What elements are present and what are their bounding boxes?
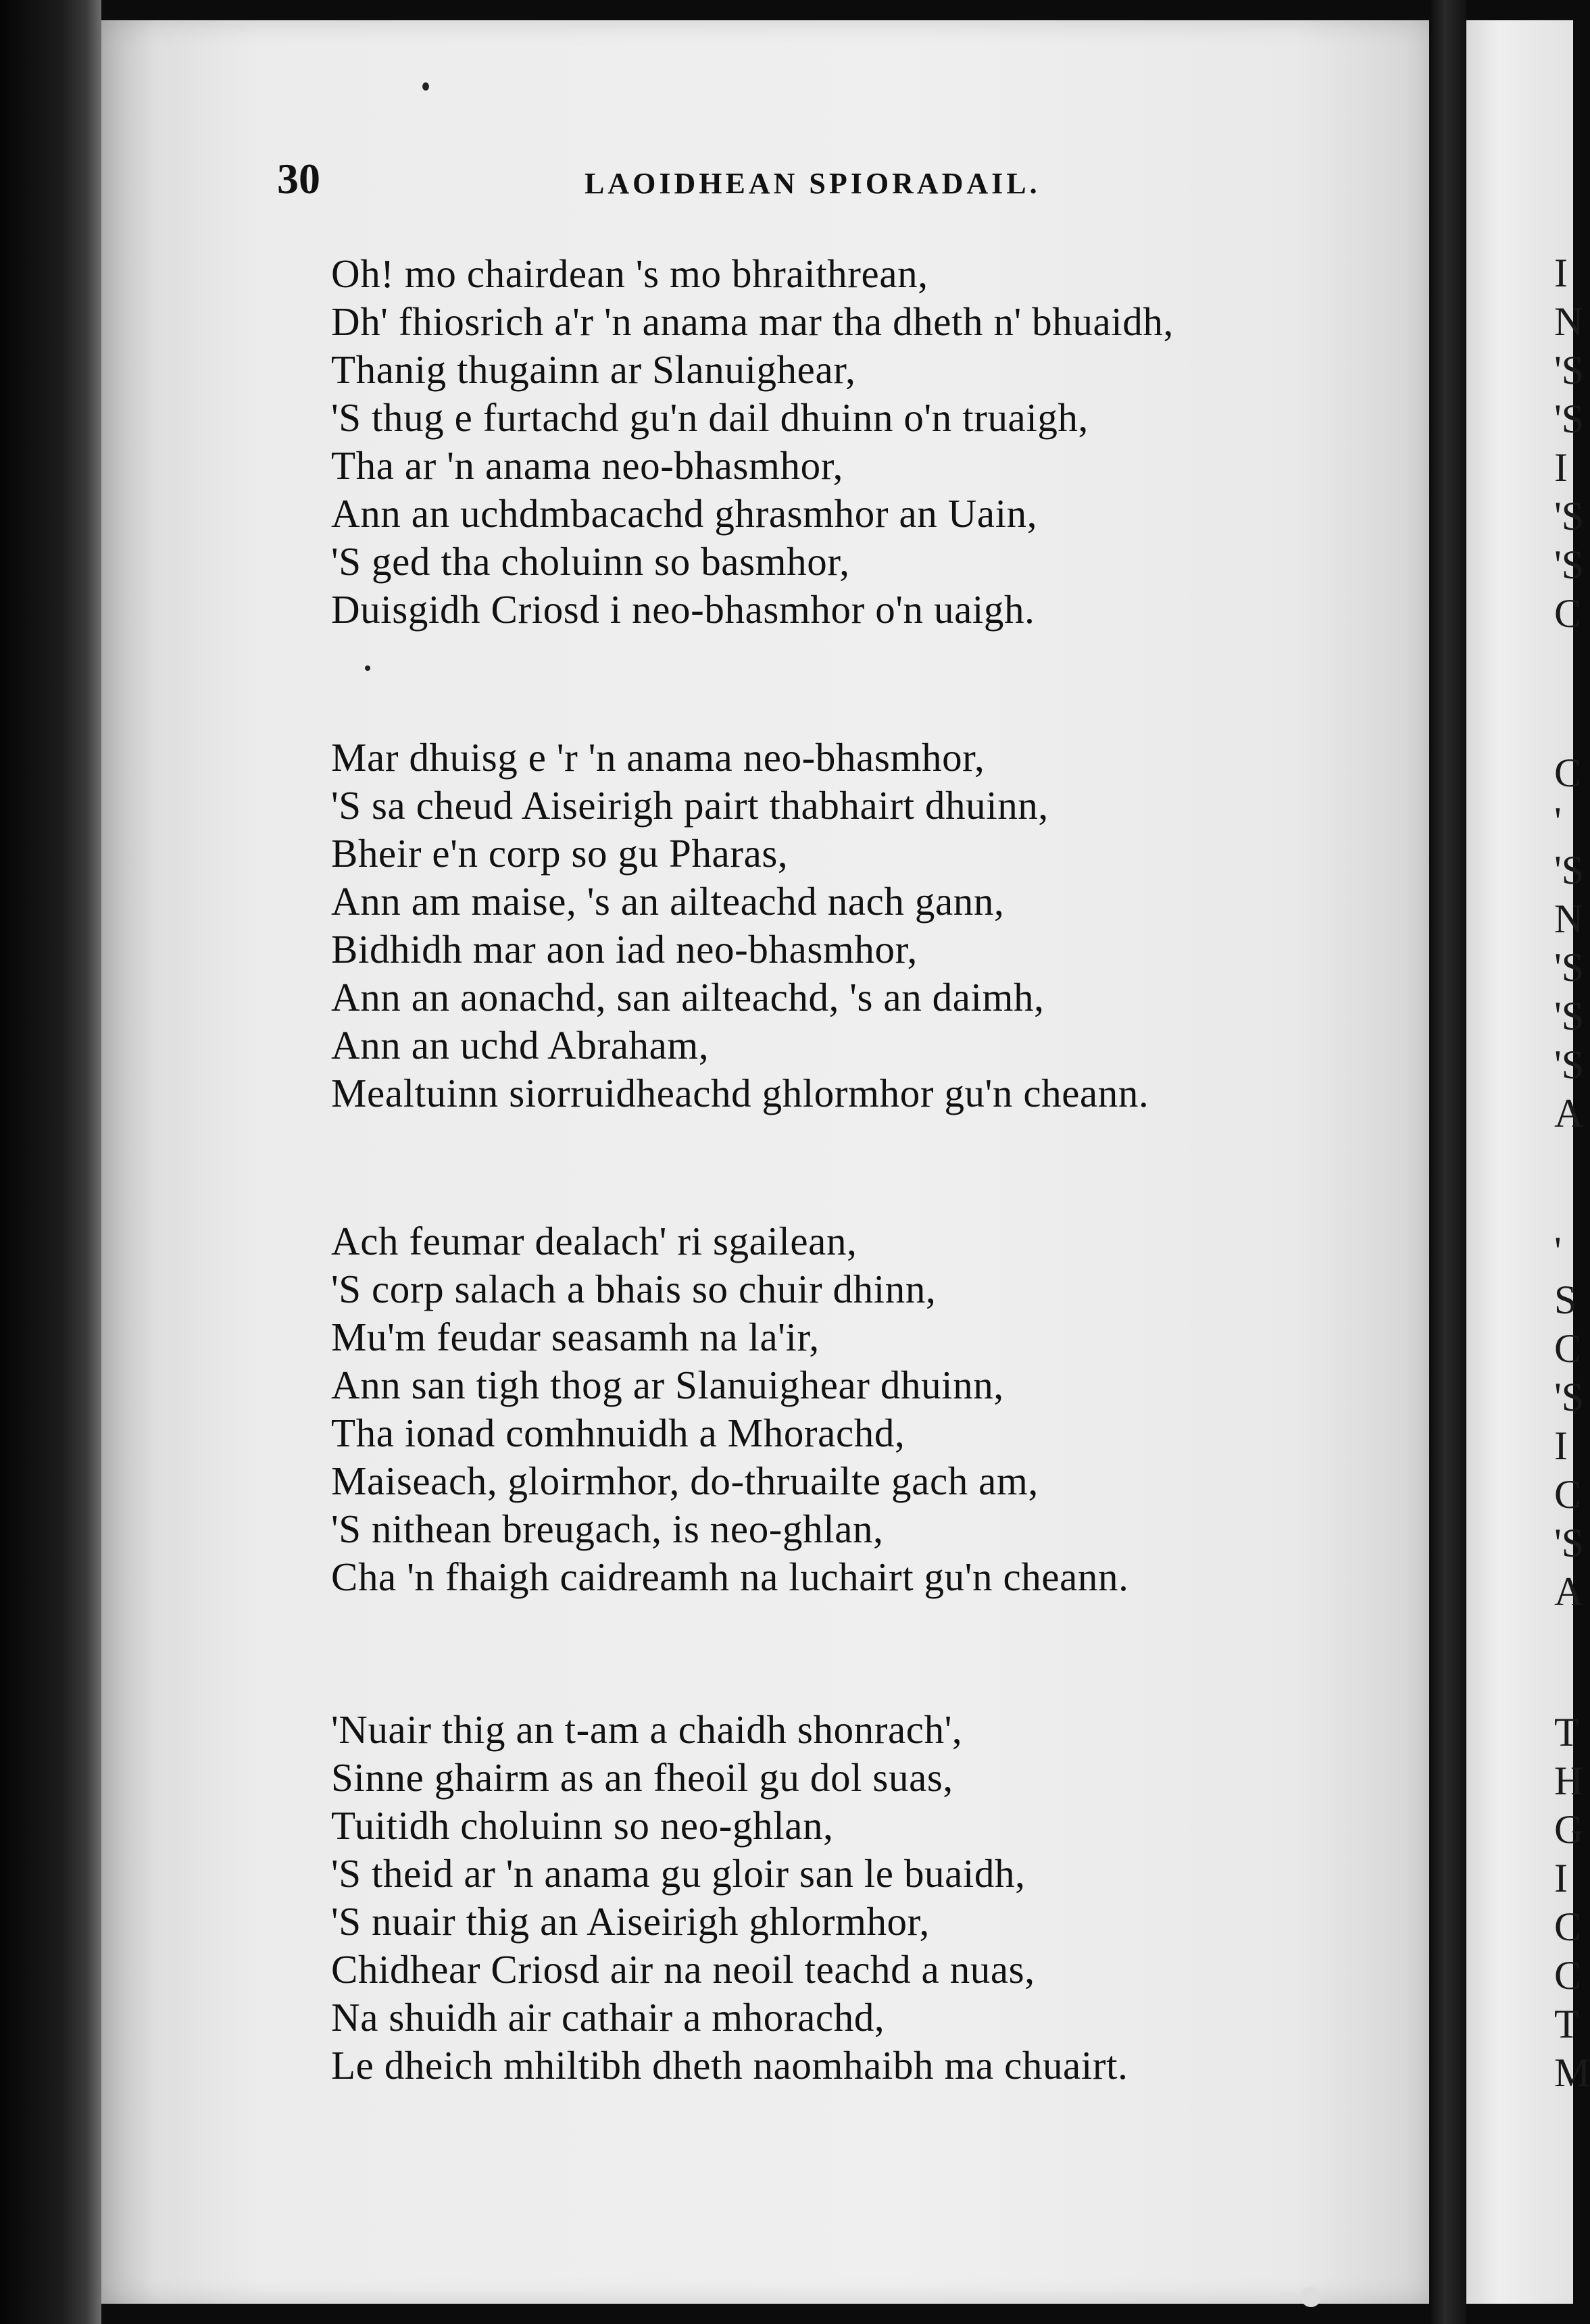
next-page-fragment: A — [1554, 1569, 1584, 1614]
next-page-fragment: C — [1554, 1904, 1582, 1949]
next-page-fragment: T — [1554, 1710, 1579, 1754]
verse-line: 'S nuair thig an Aiseirigh ghlormhor, — [331, 1899, 930, 1944]
page-number: 30 — [277, 155, 320, 203]
running-title: LAOIDHEAN SPIORADAIL. — [585, 167, 1041, 200]
verse-line: Ann an uchdmbacachd ghrasmhor an Uain, — [331, 491, 1038, 536]
verse-line: Duisgidh Criosd i neo-bhasmhor o'n uaigh. — [331, 587, 1035, 632]
next-page-fragment: T — [1554, 2002, 1579, 2046]
next-page-fragment: 'S — [1554, 494, 1585, 538]
next-page-fragment: 'S — [1554, 994, 1585, 1038]
verse-line: Mar dhuisg e 'r 'n anama neo-bhasmhor, — [331, 735, 985, 780]
verse-line: Mealtuinn siorruidheachd ghlormhor gu'n cheann. — [331, 1071, 1149, 1115]
next-page-fragment: H — [1554, 1759, 1584, 1803]
next-page-fragment: 'S — [1554, 1521, 1585, 1565]
verse-line: Le dheich mhiltibh dheth naomhaibh ma chuairt. — [331, 2043, 1128, 2088]
next-page-fragment: C — [1554, 1953, 1582, 1998]
next-page-fragment: N — [1554, 299, 1584, 344]
print-speck — [422, 82, 429, 91]
verse-line: 'S nithean breugach, is neo-ghlan, — [331, 1507, 884, 1551]
stanza — [331, 250, 1426, 634]
next-page-fragment: 'S — [1554, 1375, 1585, 1419]
next-page-edge — [1466, 20, 1590, 2304]
stanza — [331, 1217, 1426, 1601]
verse-line: Na shuidh air cathair a mhorachd, — [331, 1995, 885, 2040]
next-page-fragment: 'S — [1554, 1042, 1585, 1087]
next-page-fragment: I — [1554, 1856, 1568, 1900]
next-page-fragment: 'S — [1554, 542, 1585, 587]
next-page-fragment: M — [1554, 2050, 1590, 2095]
print-speck — [1301, 2287, 1321, 2307]
next-page-fragment: C — [1554, 1326, 1582, 1371]
verse-line: Thanig thugainn ar Slanuighear, — [331, 347, 856, 392]
next-page-fragment: S — [1554, 1278, 1577, 1322]
poem-body — [331, 250, 1426, 2190]
stanza — [331, 1706, 1426, 2090]
verse-line: Mu'm feudar seasamh na la'ir, — [331, 1315, 820, 1359]
stanza — [331, 734, 1426, 1117]
verse-line: Ann am maise, 's an ailteachd nach gann, — [331, 879, 1005, 924]
next-page-fragment: ' — [1554, 799, 1562, 844]
verse-line: 'Nuair thig an t-am a chaidh shonrach', — [331, 1707, 963, 1752]
next-page-fragment: G — [1554, 1807, 1584, 1852]
next-page-fragment: 'S — [1554, 848, 1585, 892]
next-page-fragment: I — [1554, 1423, 1568, 1468]
next-page-fragment: N — [1554, 896, 1584, 941]
next-page-fragment: C — [1554, 591, 1582, 636]
verse-line: Sinne ghairm as an fheoil gu dol suas, — [331, 1755, 953, 1800]
verse-line: Ann an uchd Abraham, — [331, 1023, 710, 1067]
next-page-fragment: 'S — [1554, 945, 1585, 990]
verse-line: Bheir e'n corp so gu Pharas, — [331, 831, 789, 876]
verse-line: Ann san tigh thog ar Slanuighear dhuinn, — [331, 1363, 1004, 1407]
verse-line: Tha ionad comhnuidh a Mhorachd, — [331, 1411, 905, 1455]
verse-line: Chidhear Criosd air na neoil teachd a nuas, — [331, 1947, 1035, 1992]
verse-line: Bidhidh mar aon iad neo-bhasmhor, — [331, 927, 918, 971]
next-page-fragment: C — [1554, 1472, 1582, 1517]
left-binding-gutter — [0, 0, 101, 2324]
verse-line: Maiseach, gloirmhor, do-thruailte gach am, — [331, 1459, 1039, 1503]
next-page-fragment: C — [1554, 751, 1582, 795]
page-divider — [1431, 0, 1466, 2324]
next-page-fragment: 'S — [1554, 397, 1585, 441]
print-speck — [365, 665, 370, 671]
next-page-fragment: I — [1554, 251, 1568, 295]
next-page-fragment: 'S — [1554, 348, 1585, 393]
verse-line: Tuitidh choluinn so neo-ghlan, — [331, 1803, 834, 1848]
next-page-fragment: A — [1554, 1091, 1584, 1136]
verse-line: Ann an aonachd, san ailteachd, 's an daimh, — [331, 975, 1045, 1019]
verse-line: 'S thug e furtachd gu'n dail dhuinn o'n truaigh, — [331, 395, 1089, 440]
verse-line: 'S theid ar 'n anama gu gloir san le buaidh, — [331, 1851, 1026, 1896]
next-page-fragment: I — [1554, 445, 1568, 490]
verse-line: Ach feumar dealach' ri sgailean, — [331, 1219, 858, 1263]
next-page-fragment: ' — [1554, 1229, 1562, 1273]
verse-line: Tha ar 'n anama neo-bhasmhor, — [331, 443, 843, 488]
running-header — [277, 154, 1385, 208]
verse-line: 'S sa cheud Aiseirigh pairt thabhairt dhuinn, — [331, 783, 1049, 828]
verse-line: 'S corp salach a bhais so chuir dhinn, — [331, 1267, 937, 1311]
verse-line: Dh' fhiosrich a'r 'n anama mar tha dheth n' bhuaidh, — [331, 299, 1174, 344]
verse-line: Oh! mo chairdean 's mo bhraithrean, — [331, 251, 928, 296]
verse-line: Cha 'n fhaigh caidreamh na luchairt gu'n cheann. — [331, 1555, 1129, 1599]
verse-line: 'S ged tha choluinn so basmhor, — [331, 539, 850, 584]
